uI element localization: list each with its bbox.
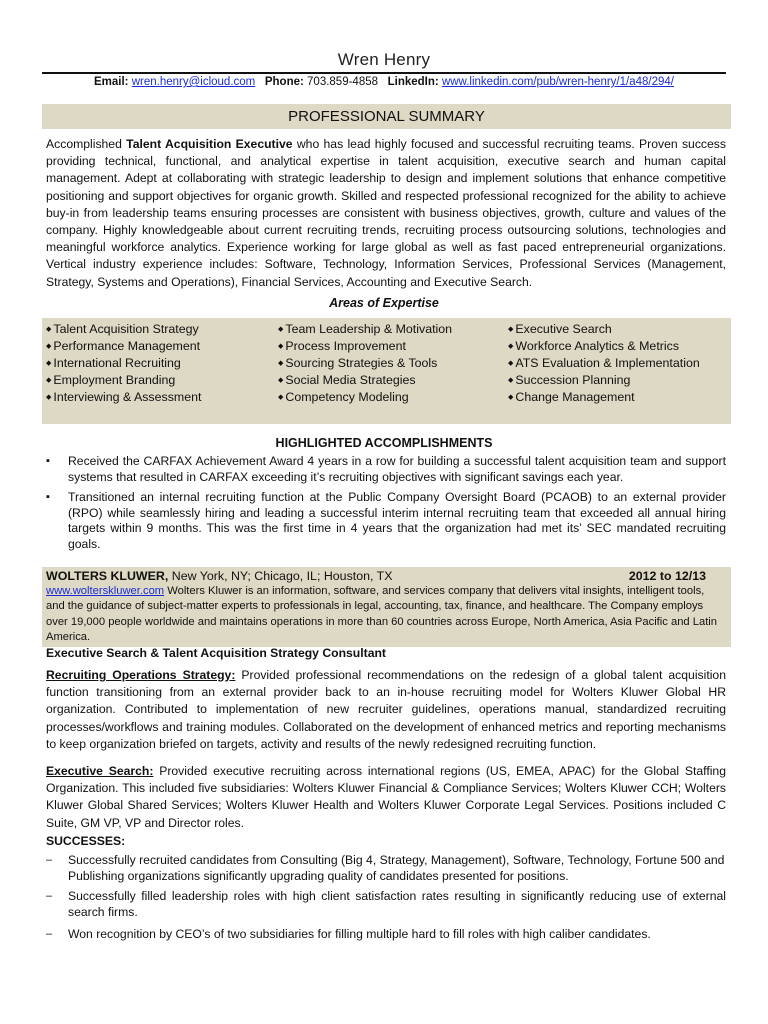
- expertise-item: ◆ Employment Branding: [46, 373, 278, 387]
- expertise-item: ◆ Sourcing Strategies & Tools: [278, 356, 508, 370]
- summary-body: who has lead highly focused and successful recruiting teams. Proven success providing technical, functional, and analytical expertise in talent acquisition, executive search and human capital management. Adept at collaborating with strategic leadership to design and implement solutions that enhance competitive positioning and support objectives for organic growth. Skilled and respected professional recognized for the ability to achieve buy-in from leadership teams ensuring processes are consistent with business objectives, growth, culture and values of the company. Highly knowledgeable about current recruiting trends, recruiting process outsourcing solutions, technologies and meaningful workforce analytics. Experience working for large global as well as fast paced entrepreneurial organizations. Vertical industry experience includes: Software, Technology, Information Services, Professional Services (Management, Strategy, Systems and Operations), Financial Services, Accounting and Executive Search.: [46, 137, 726, 289]
- accomplishments-heading: HIGHLIGHTED ACCOMPLISHMENTS: [275, 436, 493, 450]
- expertise-item: ◆ Change Management: [508, 390, 726, 404]
- expertise-item: ◆ Interviewing & Assessment: [46, 390, 278, 404]
- success-text: Successfully recruited candidates from Consulting (Big 4, Strategy, Management), Software, Technology, Fortune 500 and Publishing organizations significantly upgrading quality of candidates presented for positions.: [68, 853, 725, 883]
- company-name: WOLTERS KLUWER,: [46, 569, 169, 583]
- summary-role: Talent Acquisition Executive: [126, 137, 293, 151]
- summary-intro: Accomplished: [46, 137, 122, 151]
- contact-line: [0, 76, 768, 88]
- bullet-marker: ▪: [46, 455, 50, 467]
- job-title: Executive Search & Talent Acquisition Strategy Consultant: [46, 646, 386, 660]
- strategy-text: Provided professional recommendations on the redesign of a global talent acquisition function transitioning from an external provider back to an in-house recruiting model for Wolters Kluwer Global HR organization. Contributed to implementation of new recruiter guidelines, operations manual, standardized recruiting processes/workflows and training modules. Collaborated on the development of enhanced metrics and reporting mechanisms to keep organization briefed on targets, activity and results of the newly redesigned recruiting function.: [46, 668, 726, 751]
- company-line: [46, 569, 706, 583]
- dash-marker: –: [46, 928, 53, 940]
- search-label: Executive Search:: [46, 764, 154, 778]
- expertise-item: ◆ Workforce Analytics & Metrics: [508, 339, 726, 353]
- expertise-item: ◆ Executive Search: [508, 322, 726, 336]
- company-description: [46, 584, 726, 645]
- summary-heading: PROFESSIONAL SUMMARY: [42, 104, 731, 129]
- expertise-heading: Areas of Expertise: [329, 296, 439, 310]
- search-paragraph: [46, 763, 726, 832]
- search-text: Provided executive recruiting across international regions (US, EMEA, APAC) for the Global Staffing Organization. This included five subsidiaries: Wolters Kluwer Financial & Compliance Services; Wolters Kluwer CCH; Wolters Kluwer Global Shared Services; Wolters Kluwer Health and Wolters Kluwer Corporate Legal Services. Positions included C Suite, GM VP, VP and Director roles.: [46, 764, 726, 830]
- expertise-item: ◆ Performance Management: [46, 339, 278, 353]
- success-text: Won recognition by CEO’s of two subsidiaries for filling multiple hard to fill roles with high caliber candidates.: [68, 927, 651, 941]
- strategy-paragraph: [46, 667, 726, 753]
- email-label: Email:: [94, 76, 129, 88]
- expertise-item: ◆ Process Improvement: [278, 339, 508, 353]
- phone-label: Phone:: [264, 76, 304, 88]
- expertise-item: ◆ International Recruiting: [46, 356, 278, 370]
- candidate-name: Wren Henry: [337, 50, 431, 69]
- company-description-text: Wolters Kluwer is an information, software, and services company that delivers vital insights, intelligent tools, and the guidance of subject-matter experts to professionals in legal, accounting, tax, finance, and healthcare. The Company employs over 19,000 people worldwide and maintains operations in more than 60 countries across Europe, North America, Asia Pacific and Latin America.: [46, 585, 718, 643]
- company-locations: New York, NY; Chicago, IL; Houston, TX: [171, 569, 393, 583]
- company-website-link[interactable]: www.wolterskluwer.com: [46, 585, 165, 597]
- summary-paragraph: [46, 136, 726, 291]
- expertise-item: ◆ ATS Evaluation & Implementation: [508, 356, 726, 370]
- expertise-grid: [46, 322, 726, 404]
- expertise-item: ◆ Succession Planning: [508, 373, 726, 387]
- phone-number: 703.859-4858: [307, 76, 379, 88]
- strategy-label: Recruiting Operations Strategy:: [46, 668, 236, 682]
- accomplishment-text: Received the CARFAX Achievement Award 4 years in a row for building a successful talent acquisition team and support systems that resulted in CARFAX exceeding it’s recruiting objectives with significant savings each year.: [68, 454, 726, 484]
- accomplishment-text: Transitioned an internal recruiting function at the Public Company Oversight Board (PCAOB) to an external provider (RPO) while seamlessly hiring and leading a successful interim internal recruiting team that exceeded all annual hiring targets within 9 months. This was the first time in 4 years that the organization had met its’ SEC mandated recruiting goals.: [68, 490, 726, 551]
- dash-marker: –: [46, 854, 53, 866]
- expertise-item: ◆ Social Media Strategies: [278, 373, 508, 387]
- success-text: Successfully filled leadership roles with high client satisfaction rates resulting in significantly reducing use of external search firms.: [68, 889, 726, 919]
- header-divider: [42, 72, 726, 74]
- linkedin-link[interactable]: www.linkedin.com/pub/wren-henry/1/a48/294/: [441, 76, 674, 88]
- successes-heading: SUCCESSES:: [46, 834, 126, 848]
- dash-marker: –: [46, 890, 53, 902]
- linkedin-label: LinkedIn:: [387, 76, 439, 88]
- bullet-marker: ▪: [46, 491, 50, 503]
- expertise-item: ◆ Team Leadership & Motivation: [278, 322, 508, 336]
- job-dates: 2012 to 12/13: [628, 569, 706, 583]
- email-link[interactable]: wren.henry@icloud.com: [131, 76, 256, 88]
- expertise-item: ◆ Talent Acquisition Strategy: [46, 322, 278, 336]
- expertise-item: ◆ Competency Modeling: [278, 390, 508, 404]
